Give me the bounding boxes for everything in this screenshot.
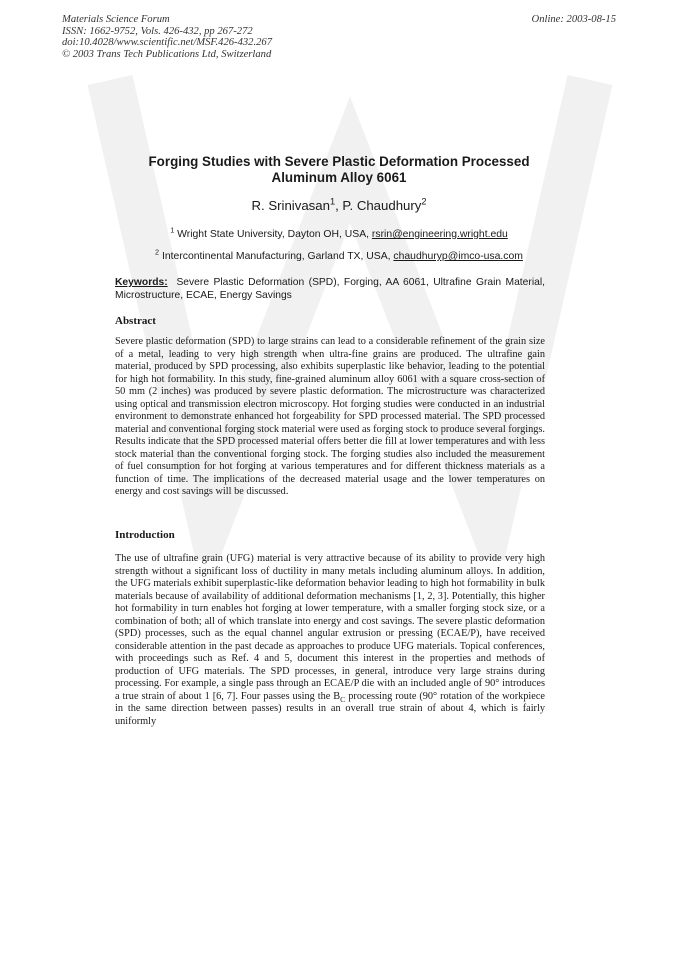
affiliation-email-link[interactable]: chaudhuryp@imco-usa.com xyxy=(393,251,523,262)
journal-info xyxy=(62,14,272,60)
keywords xyxy=(115,276,545,302)
title-line-1: Forging Studies with Severe Plastic Deformation Processed xyxy=(148,154,530,169)
affiliation-1 xyxy=(90,225,588,240)
abstract-body: Severe plastic deformation (SPD) to large strains can lead to a considerable refinement of the grain size of a metal, leading to very high strength when ultra-fine grains are produced. The ultrafine gain material, produced by SPD processing, also exhibits superplastic like behavior, leading to the potential for high hot formability. In this study, fine-grained aluminum alloy 6061 with a square cross-section of 50 mm (2 inches) was produced by severe plastic deformation. The microstructure was characterized using optical and transmission electron microscopy. Hot forging studies were conducted in an industrial environment to demonstrate enhanced hot forgeability for SPD processed material. The SPD processed material and conventional forging stock material were used as forging stock to produce several forgings. Results indicate that the SPD processed material offers better die fill at lower temperatures and with less stock material than the conventional forging stock. The forging studies also included the measurement of fuel consumption for hot forging at various temperatures and for different thickness materials as a function of time. The implications of the decreased material usage and the lower temperatures on energy and cost savings will be discussed. xyxy=(115,336,545,497)
route-subscript: C xyxy=(340,694,346,704)
affiliation-mark: 1 xyxy=(170,225,175,235)
paper-title xyxy=(100,154,578,186)
abstract-heading: Abstract xyxy=(115,315,156,327)
author-name: P. Chaudhury xyxy=(342,198,422,213)
author-affil-mark: 1 xyxy=(329,196,336,207)
keywords-text: Severe Plastic Deformation (SPD), Forging, AA 6061, Ultrafine Grain Material, Microstructure, ECAE, Energy Savings xyxy=(115,277,545,301)
affiliation-text: Wright State University, Dayton OH, USA, xyxy=(177,229,370,240)
intro-text-part-1: The use of ultrafine grain (UFG) material is very attractive because of its ability to provide very high strength without a significant loss of ductility in many metals including aluminum alloys. In addition, the UFG materials exhibit superplastic-like deformation behavior leading to high hot formability in bulk materials because of availability of additional deformation mechanisms [1, 2, 3]. Potentially, this higher hot formability in turn enables hot forging at lower temperature, with a smaller forging stock size, or a combination of both; all of which translate into energy and cost savings. The severe plastic deformation (SPD) processes, such as the equal channel angular extrusion or pressing (ECAE/P), have received considerable attention in the past decade as approaches to produce UFG materials. Topical conferences, with proceedings such as Ref. 4 and 5, document this interest in the properties and methods of production of UFG materials. The SPD processes, in general, introduce very large strains during processing. For example, a single pass through an ECAE/P die with an included angle of 90° introduces a true strain of about 1 [6, 7]. Four passes using the B xyxy=(115,553,545,702)
journal-copyright: © 2003 Trans Tech Publications Ltd, Switzerland xyxy=(62,48,272,60)
author-name: R. Srinivasan xyxy=(251,198,330,213)
intro-text-part-2: processing route (90° rotation of the workpiece in the same direction between passes) results in an overall true strain of about 4, which is fairly uniformly xyxy=(115,690,545,727)
introduction-body xyxy=(115,553,545,728)
journal-name: Materials Science Forum xyxy=(62,14,170,25)
affiliation-text: Intercontinental Manufacturing, Garland TX, USA, xyxy=(161,251,391,262)
affiliation-mark: 2 xyxy=(155,247,160,257)
affiliation-email-link[interactable]: rsrin@engineering.wright.edu xyxy=(371,229,508,240)
journal-issn: ISSN: 1662-9752, Vols. 426-432, pp 267-272 xyxy=(62,25,253,37)
author-list: R. Srinivasan$^1$, P. Chaudhury$^2$ xyxy=(251,196,427,213)
author-affil-mark: 2 xyxy=(421,196,427,207)
title-line-2: Aluminum Alloy 6061 xyxy=(271,170,407,185)
affiliation-2 xyxy=(90,247,588,262)
introduction-heading: Introduction xyxy=(115,529,175,541)
keywords-label: Keywords: xyxy=(115,277,168,288)
online-date: Online: 2003-08-15 xyxy=(531,14,616,25)
journal-doi[interactable]: doi:10.4028/www.scientific.net/MSF.426-432.267 xyxy=(62,37,272,49)
